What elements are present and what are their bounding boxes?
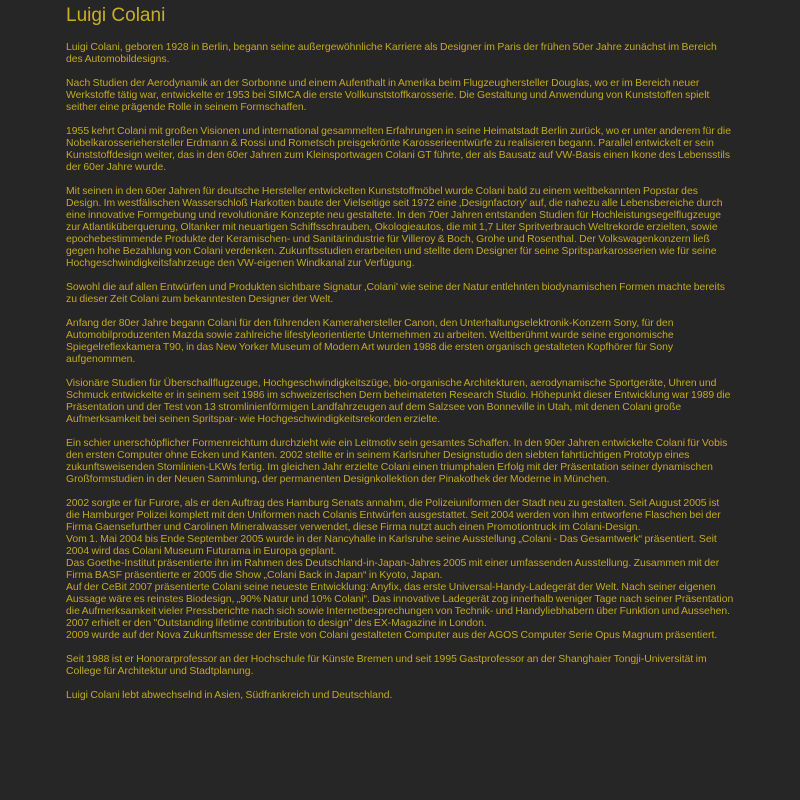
event-goethe-institut: Das Goethe-Institut präsentierte ihn im Rahmen des Deutschland-in-Japan-Jahres 2005 mit einer umfassenden Ausstellung. Zusammen mit der Firma BASF präsentierte er 2005 die Show „Colani Back in Japan“ in Kyoto, Japan. xyxy=(66,558,720,581)
paragraph-eighties: Anfang der 80er Jahre begann Colani für den führenden Kamerahersteller Canon, den Unterhaltungselektronik-Konzern Sony, für den Automobilproduzenten Mazda sowie zahlreiche lifestyleorientierte Unternehmen zu arbeiten. Weltberühmt wurde seine ergonomische Spiegelreflexkamera T90, in das New Yorker Museum of Modern Art wurden 1988 die ersten organisch gestalteten Kopfhörer für Sony aufgenommen. xyxy=(66,318,674,365)
paragraph-signature: Sowohl die auf allen Entwürfen und Produkten sichtbare Signatur ‚Colani' wie seine der Natur entlehnten biodynamischen Formen machte bereits zu dieser Zeit Colani zum bekanntesten Designer der Welt. xyxy=(66,282,725,305)
paragraph-visionary-studies: Visionäre Studien für Überschallflugzeuge, Hochgeschwindigkeitszüge, bio-organische Architekturen, aerodynamische Sportgeräte, Uhren und Schmuck entwickelte er in seinem seit 1986 im schweizerischen Dern beheimateten Research Studio. Höhepunkt dieser Entwicklung war 1989 die Präsentation und der Test von 13 stromlinienförmigen Landfahrzeugen auf dem Salzsee von Bonneville in Utah, mit denen Colani große Aufmerksamkeit bei seinen Spritspar- wie Hochgeschwindigkeitsrekorden erzielte. xyxy=(66,378,731,425)
event-exhibition-karlsruhe: Vom 1. Mai 2004 bis Ende September 2005 wurde in der Nancyhalle in Karlsruhe seine Ausstellung „Colani - Das Gesamtwerk“ präsentiert. Seit 2004 wird das Colani Museum Futurama in Europa geplant. xyxy=(66,534,717,557)
event-ex-magazine: 2007 erhielt er den "Outstanding lifetime contribution to design" des EX-Magazine in London. xyxy=(66,618,487,629)
event-police-uniforms: 2002 sorgte er für Furore, als er den Auftrag des Hamburg Senats annahm, die Polizeiuniformen der Stadt neu zu gestalten. Seit August 2005 ist die Hamburger Polizei komplett mit den Uniformen nach Colanis Entwürfen ausgestattet. Seit 2004 werden von ihm entworfene Flaschen bei der Firma Gaensefurther und Carolinen Mineralwasser verwendet, diese Firma nutzt auch einen Promotiontruck im Colani-Design. xyxy=(66,498,721,533)
page-title: Luigi Colani xyxy=(66,5,166,26)
event-cebit-anyfix: Auf der CeBit 2007 präsentierte Colani seine neueste Entwicklung: Anyfix, das erste Universal-Handy-Ladegerät der Welt. Nach seiner eigenen Aussage wäre es reinstes Biodesign, „90% Natur und 10% Colani“. Das innovative Ladegerät zog innerhalb weniger Tage nach seiner Präsentation die Aufmerksamkeit vieler Pressberichte nach sich sowie Internetbesprechungen von Technik- und Handyliebhabern über Funktion und Aussehen. xyxy=(66,582,734,617)
paragraph-berlin-return: 1955 kehrt Colani mit großen Visionen und international gesammelten Erfahrungen in seine Heimatstadt Berlin zurück, wo er unter anderem für die Nobelkarosseriehersteller Erdmann & Rossi und Rometsch preisgekrönte Karosserieentwürfe zu realisieren begann. Parallel entwickelt er sein Kunststoffdesign weiter, das in den 60er Jahren zum Kleinsportwagen Colani GT führte, der als Bausatz auf VW-Basis einen Ikone des Lebensstils der 60er Jahre wurde. xyxy=(66,126,731,173)
event-nova-computer: 2009 wurde auf der Nova Zukunftsmesse der Erste von Colani gestalteten Computer aus der AGOS Computer Serie Opus Magnum präsentiert. xyxy=(66,630,718,641)
recent-events-block xyxy=(66,498,734,642)
paragraph-nineties: Ein schier unerschöpflicher Formenreichtum durchzieht wie ein Leitmotiv sein gesamtes Schaffen. In den 90er Jahren entwickelte Colani für Vobis den ersten Computer ohne Ecken und Kanten. 2002 stellte er in seinem Karlsruher Designstudio den siebten fahrtüchtigen Prototyp eines zukunftsweisenden Stomlinien-LKWs fertig. Im gleichen Jahr erzielte Colani einen triumphalen Erfolg mit der Präsentation seiner dynamischen Großformstudien in der Neuen Sammlung, der permanenten Designkollektion der Pinakothek der Moderne in München. xyxy=(66,438,728,485)
paragraph-professorship: Seit 1988 ist er Honorarprofessor an der Hochschule für Künste Bremen und seit 1995 Gastprofessor an der Shanghaier Tongji-Universität im College für Architektur und Stadtplanung. xyxy=(66,654,707,677)
paragraph-aerodynamics: Nach Studien der Aerodynamik an der Sorbonne und einem Aufenthalt in Amerika beim Flugzeughersteller Douglas, wo er im Bereich neuer Werkstoffe tätig war, entwickelte er 1953 bei SIMCA die erste Vollkunststoffkarosserie. Die Gestaltung und Anwendung von Kunststoffen spielt seither eine prägende Rolle in seinem Formschaffen. xyxy=(66,78,710,113)
paragraph-early-career: Luigi Colani, geboren 1928 in Berlin, begann seine außergewöhnliche Karriere als Designer im Paris der frühen 50er Jahre zunächst im Bereich des Automobildesigns. xyxy=(66,42,717,65)
paragraph-residence: Luigi Colani lebt abwechselnd in Asien, Südfrankreich und Deutschland. xyxy=(66,690,393,701)
paragraph-sixties-seventies: Mit seinen in den 60er Jahren für deutsche Hersteller entwickelten Kunststoffmöbel wurde Colani bald zu einem weltbekannten Popstar des Design. Im westfälischen Wasserschloß Harkotten baute der Vielseitige seit 1972 eine ‚Designfactory' auf, die nahezu alle Lebensbereiche durch eine innovative Formgebung und revolutionäre Konzepte neu gestaltete. In den 70er Jahren entstanden Studien für Hochleistungsegelflugzeuge zur Atlantiküberquerung, Oltanker mit neuartigen Schiffsschrauben, Okologieautos, die mit 1,7 Liter Spritverbrauch Weltrekorde erzielten, sowie epochebestimmende Produkte der Keramischen- und Sanitärindustrie für Villeroy & Boch, Grohe und Rosenthal. Der Volkswagenkonzern ließ gegen hohe Bezahlung von Colani verdenken. Zukunftsstudien erarbeiten und stellte dem Designer für seine Spritsparkarosserien wie für seine Hochgeschwindigkeitsfahrzeuge den VW-eigenen Windkanal zur Verfügung. xyxy=(66,186,723,269)
